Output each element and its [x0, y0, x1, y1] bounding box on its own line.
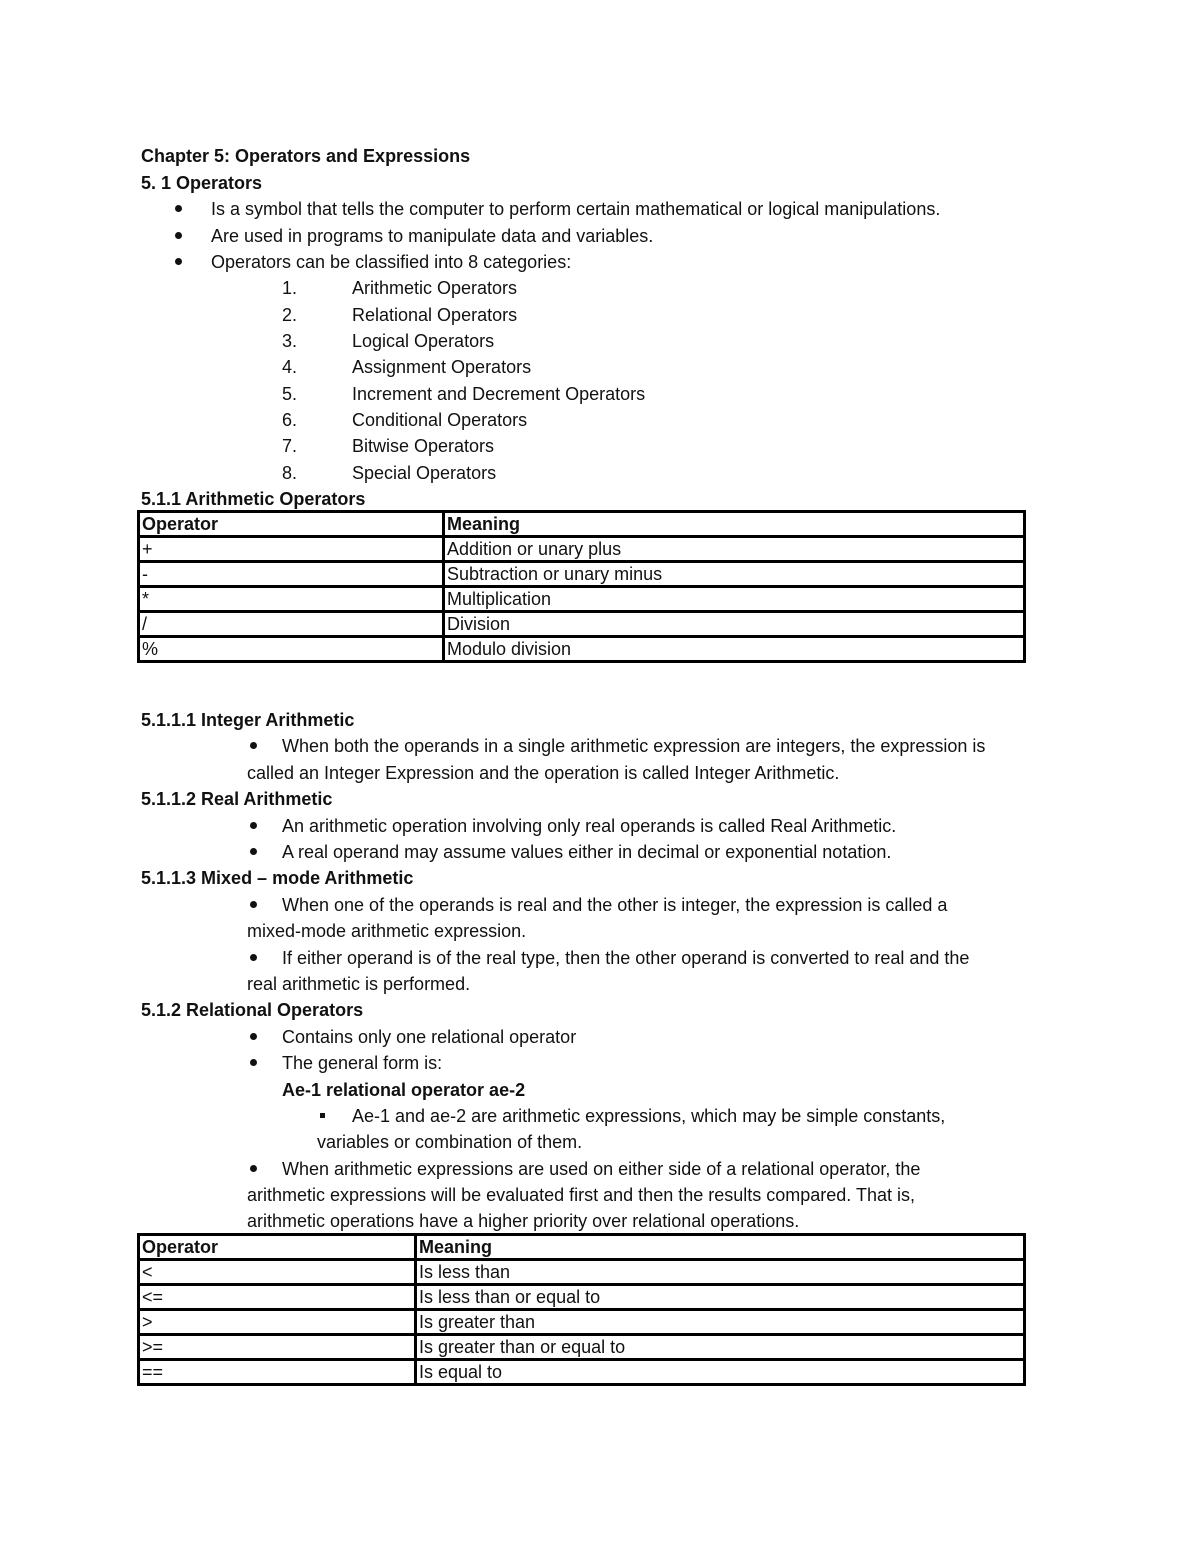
operator-cell: / [139, 612, 444, 637]
list-item: Arithmetic Operators [352, 278, 518, 298]
list-number: 2. [282, 305, 298, 325]
list-item: Relational Operators [352, 305, 518, 325]
table-row [139, 587, 1025, 612]
operator-cell: <= [139, 1285, 416, 1310]
operator-cell: < [139, 1260, 416, 1285]
section-heading-5-1-1-1: 5.1.1.1 Integer Arithmetic [141, 710, 355, 730]
bullet-text-continued: called an Integer Expression and the operation is called Integer Arithmetic. [247, 763, 840, 783]
table-row [139, 612, 1025, 637]
bullet-icon [250, 1059, 257, 1066]
table-row [139, 1310, 1025, 1335]
table-header-cell: Operator [139, 1235, 416, 1260]
list-item: Logical Operators [352, 331, 495, 351]
meaning-cell: Is equal to [416, 1360, 1025, 1385]
list-number: 4. [282, 357, 298, 377]
general-form: Ae-1 relational operator ae-2 [282, 1080, 526, 1100]
table-header-cell: Meaning [416, 1235, 1025, 1260]
operator-cell: > [139, 1310, 416, 1335]
operator-cell: >= [139, 1335, 416, 1360]
sub-bullet-text: Ae-1 and ae-2 are arithmetic expressions, which may be simple constants, [352, 1106, 946, 1126]
bullet-icon [250, 901, 257, 908]
table-row [139, 1260, 1025, 1285]
bullet-icon [175, 205, 182, 212]
arithmetic-operators-table [137, 510, 1026, 663]
square-bullet-icon [320, 1113, 325, 1118]
section-heading-5-1-1-3: 5.1.1.3 Mixed – mode Arithmetic [141, 868, 414, 888]
bullet-text-continued: arithmetic operations have a higher priority over relational operations. [247, 1211, 800, 1231]
bullet-text: An arithmetic operation involving only real operands is called Real Arithmetic. [282, 816, 897, 836]
operator-cell: == [139, 1360, 416, 1385]
operator-cell: % [139, 637, 444, 662]
meaning-cell: Modulo division [444, 637, 1025, 662]
bullet-icon [175, 232, 182, 239]
bullet-icon [175, 258, 182, 265]
list-number: 3. [282, 331, 298, 351]
bullet-icon [250, 822, 257, 829]
table-header-row [139, 1235, 1025, 1260]
bullet-icon [250, 742, 257, 749]
bullet-text: When arithmetic expressions are used on either side of a relational operator, the [282, 1159, 921, 1179]
bullet-text: If either operand is of the real type, then the other operand is converted to real and the [282, 948, 970, 968]
bullet-text: A real operand may assume values either in decimal or exponential notation. [282, 842, 892, 862]
list-item: Increment and Decrement Operators [352, 384, 646, 404]
table-row [139, 1335, 1025, 1360]
list-number: 1. [282, 278, 298, 298]
bullet-text-continued: arithmetic expressions will be evaluated first and then the results compared. That is, [247, 1185, 915, 1205]
table-header-cell: Meaning [444, 512, 1025, 537]
bullet-text-continued: mixed-mode arithmetic expression. [247, 921, 527, 941]
meaning-cell: Division [444, 612, 1025, 637]
bullet-text: When both the operands in a single arithmetic expression are integers, the expression is [282, 736, 986, 756]
meaning-cell: Is less than [416, 1260, 1025, 1285]
relational-operators-table [137, 1233, 1026, 1386]
meaning-cell: Is greater than [416, 1310, 1025, 1335]
table-row [139, 1285, 1025, 1310]
bullet-text: Operators can be classified into 8 categories: [211, 252, 572, 272]
table-header-row [139, 512, 1025, 537]
section-heading-5-1-1: 5.1.1 Arithmetic Operators [141, 489, 366, 509]
meaning-cell: Subtraction or unary minus [444, 562, 1025, 587]
bullet-text: Contains only one relational operator [282, 1027, 577, 1047]
table-header-cell: Operator [139, 512, 444, 537]
bullet-icon [250, 954, 257, 961]
chapter-title: Chapter 5: Operators and Expressions [141, 146, 471, 166]
list-item: Bitwise Operators [352, 436, 495, 456]
bullet-text-continued: real arithmetic is performed. [247, 974, 471, 994]
operator-cell: - [139, 562, 444, 587]
table-row [139, 637, 1025, 662]
meaning-cell: Addition or unary plus [444, 537, 1025, 562]
meaning-cell: Is greater than or equal to [416, 1335, 1025, 1360]
section-heading-5-1: 5. 1 Operators [141, 173, 263, 193]
bullet-text: The general form is: [282, 1053, 443, 1073]
bullet-icon [250, 848, 257, 855]
list-number: 7. [282, 436, 298, 456]
meaning-cell: Is less than or equal to [416, 1285, 1025, 1310]
operator-cell: + [139, 537, 444, 562]
table-row [139, 537, 1025, 562]
section-heading-5-1-1-2: 5.1.1.2 Real Arithmetic [141, 789, 333, 809]
list-item: Special Operators [352, 463, 497, 483]
bullet-icon [250, 1033, 257, 1040]
operator-cell: * [139, 587, 444, 612]
bullet-text: Is a symbol that tells the computer to perform certain mathematical or logical manipulations. [211, 199, 941, 219]
bullet-icon [250, 1165, 257, 1172]
bullet-text: Are used in programs to manipulate data and variables. [211, 226, 654, 246]
list-number: 8. [282, 463, 298, 483]
list-item: Conditional Operators [352, 410, 528, 430]
table-row [139, 1360, 1025, 1385]
list-number: 6. [282, 410, 298, 430]
list-number: 5. [282, 384, 298, 404]
meaning-cell: Multiplication [444, 587, 1025, 612]
bullet-text: When one of the operands is real and the other is integer, the expression is called a [282, 895, 948, 915]
sub-bullet-text-continued: variables or combination of them. [317, 1132, 583, 1152]
table-row [139, 562, 1025, 587]
section-heading-5-1-2: 5.1.2 Relational Operators [141, 1000, 364, 1020]
list-item: Assignment Operators [352, 357, 532, 377]
